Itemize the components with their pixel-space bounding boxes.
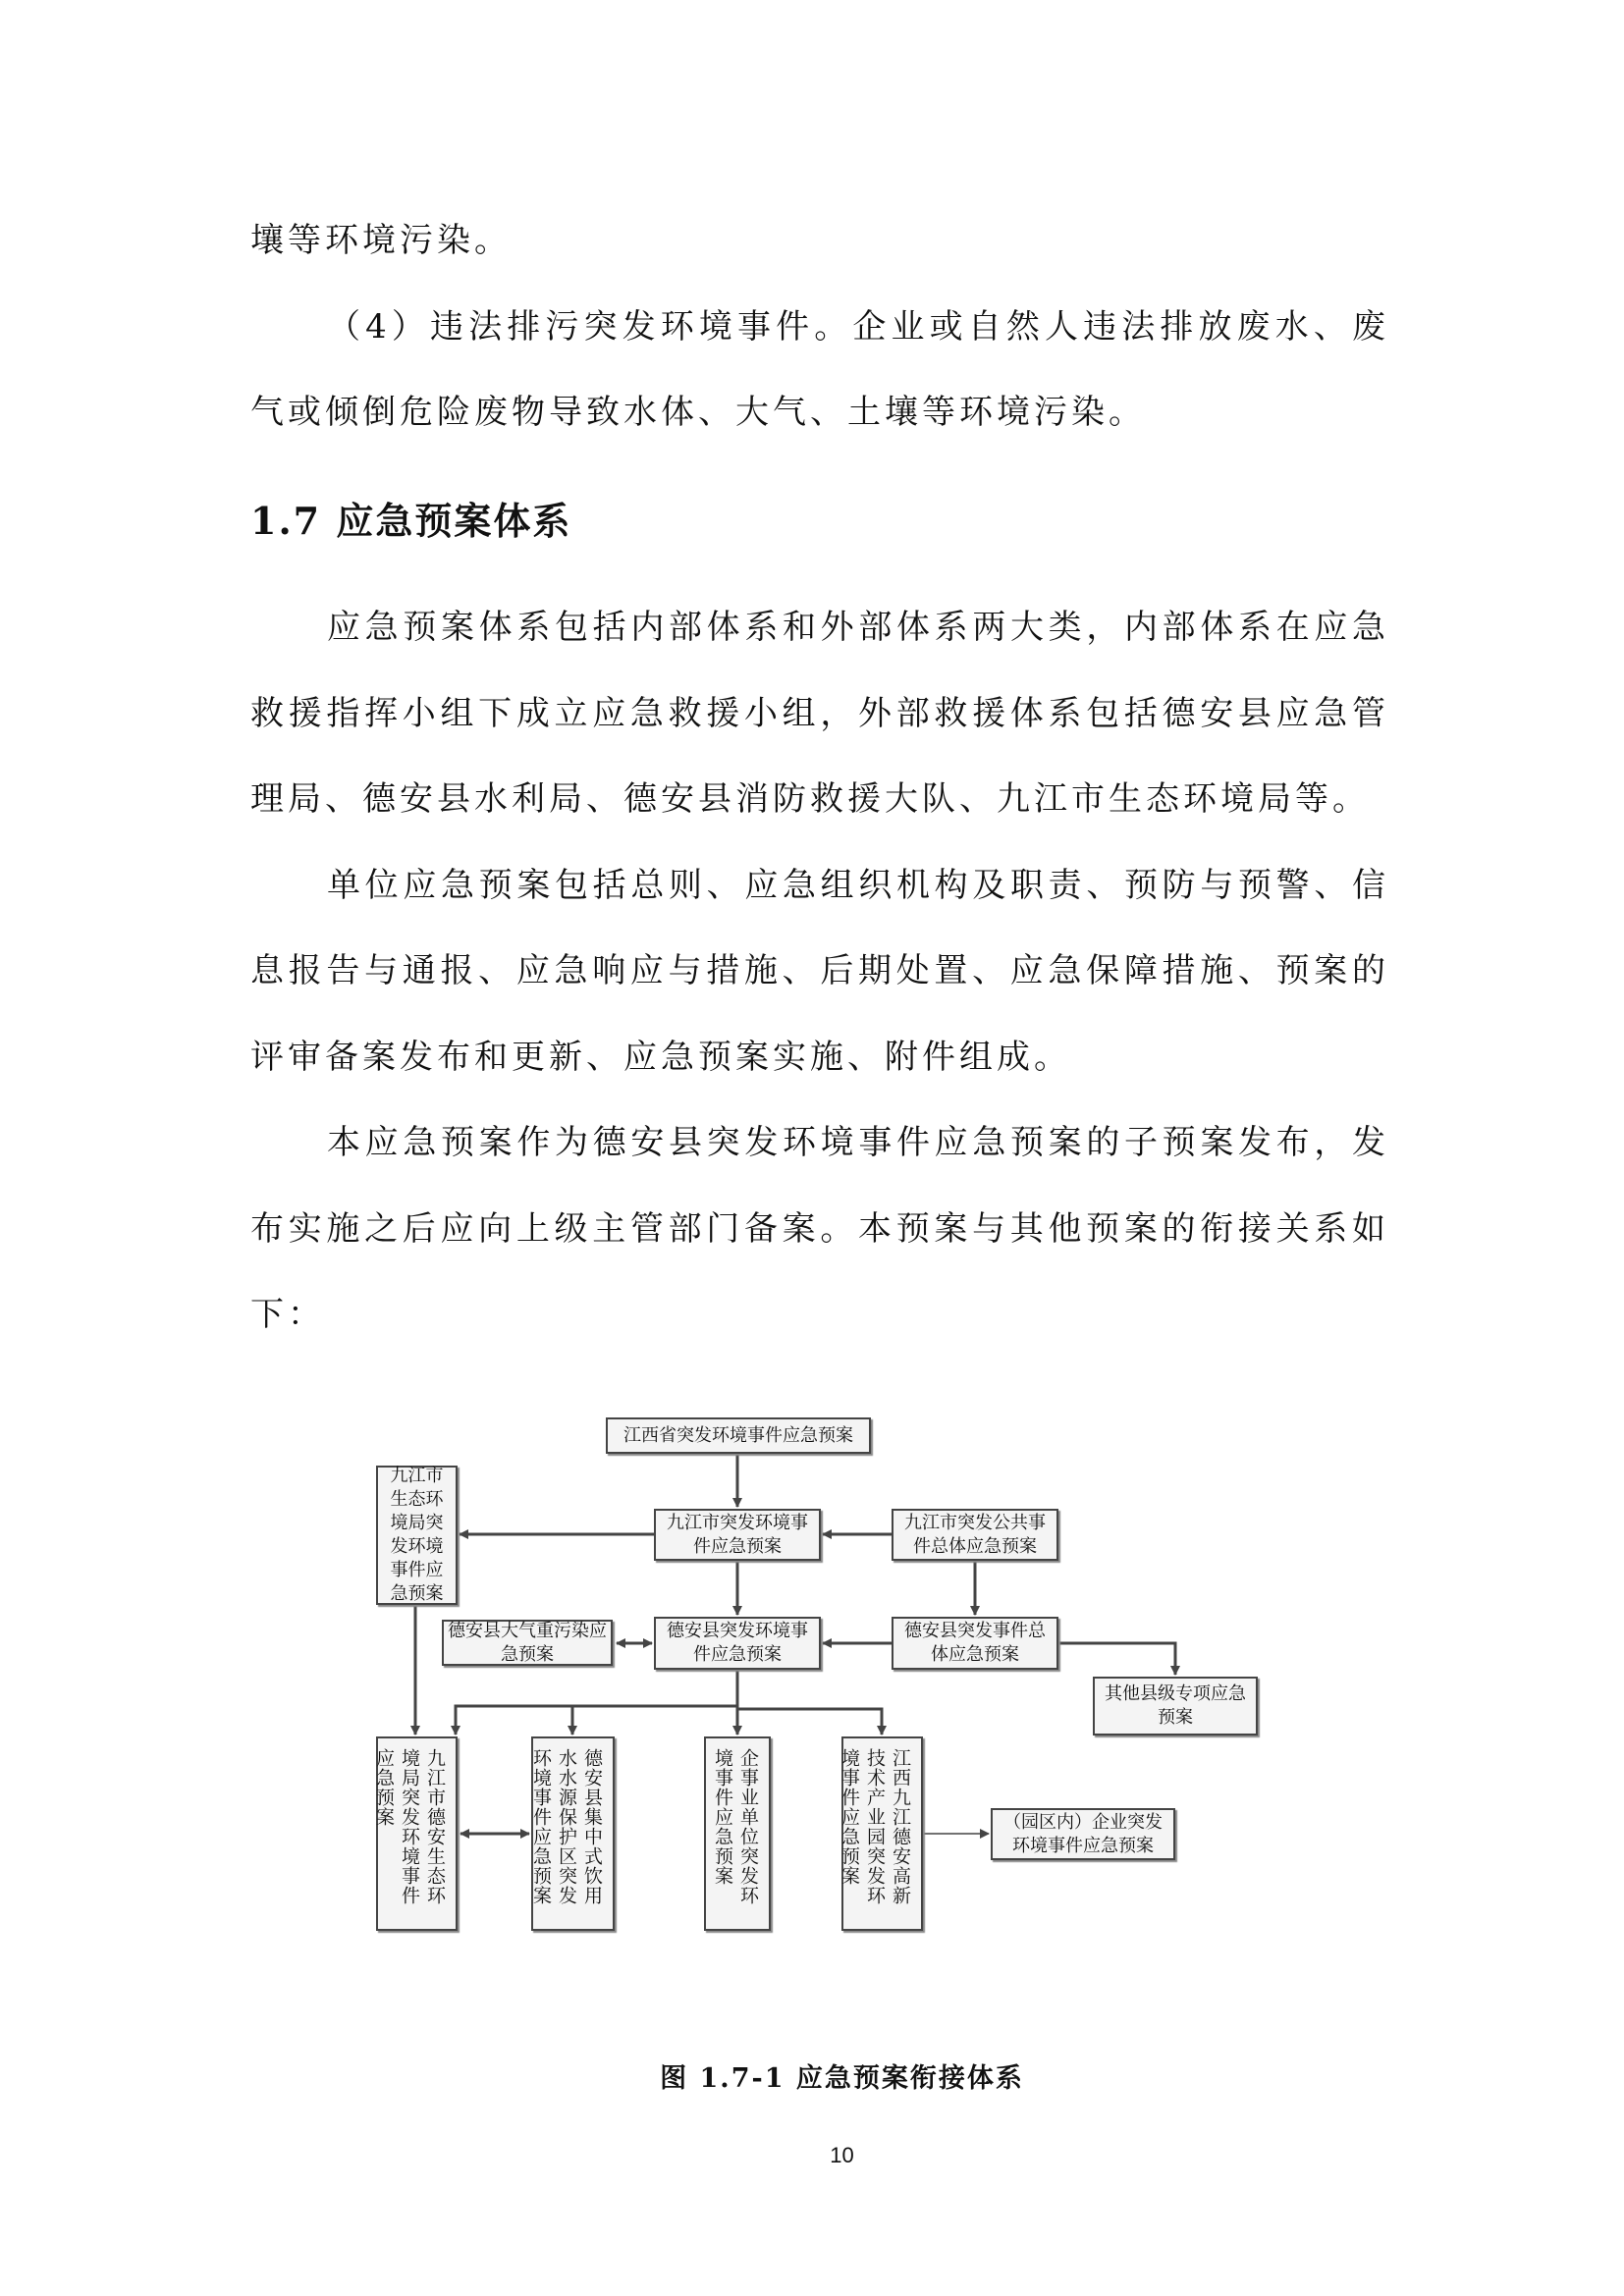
paragraph: 壤等环境污染。 xyxy=(250,221,512,260)
section-heading: 1.7 应急预案体系 xyxy=(250,499,572,543)
box-jiujiang-env-plan: 九江市突发环境事件应急预案 xyxy=(654,1509,821,1561)
arrow xyxy=(737,1709,882,1735)
box-dean-air-plan: 德安县大气重污染应急预案 xyxy=(442,1620,613,1666)
box-dean-general-plan: 德安县突发事件总体应急预案 xyxy=(892,1617,1058,1670)
paragraph: 应急预案体系包括内部体系和外部体系两大类，内部体系在应急救援指挥小组下成立应急救援小组，外部救援体系包括德安县应急管理局、德安县水利局、德安县消防救援大队、九江市生态环境局等。 xyxy=(250,608,1389,819)
box-other-county-plans: 其他县级专项应急预案 xyxy=(1093,1677,1258,1735)
page-number: 10 xyxy=(830,2143,854,2167)
paragraph: 本应急预案作为德安县突发环境事件应急预案的子预案发布，发布实施之后应向上级主管部门备案。本预案与其他预案的衔接关系如下： xyxy=(250,1123,1389,1334)
box-park-enterprise-plan: （园区内）企业突发环境事件应急预案 xyxy=(991,1808,1175,1860)
arrow xyxy=(1058,1643,1175,1675)
box-enterprise-plan: 企事业单位突发环境事件应急预案 xyxy=(704,1736,771,1931)
paragraph: （4）违法排污突发环境事件。企业或自然人违法排放废水、废气或倾倒危险废物导致水体、大气、土壤等环境污染。 xyxy=(250,306,1389,432)
paragraph: 单位应急预案包括总则、应急组织机构及职责、预防与预警、信息报告与通报、应急响应与措施、后期处置、应急保障措施、预案的评审备案发布和更新、应急预案实施、附件组成。 xyxy=(250,865,1389,1077)
box-province-plan: 江西省突发环境事件应急预案 xyxy=(606,1417,871,1454)
box-hightech-park-plan: 江西九江德安高新技术产业园突发环境事件应急预案 xyxy=(841,1736,923,1931)
box-water-source-plan: 德安县集中式饮用水水源保护区突发环境事件应急预案 xyxy=(531,1736,615,1931)
box-dean-env-plan: 德安县突发环境事件应急预案 xyxy=(654,1617,821,1670)
arrow xyxy=(456,1706,737,1735)
box-jiujiang-public-plan: 九江市突发公共事件总体应急预案 xyxy=(892,1509,1058,1561)
box-dean-eco-bureau-plan: 九江市德安生态环境局突发环境事件应急预案 xyxy=(376,1736,458,1931)
figure-caption: 图 1.7-1 应急预案衔接体系 xyxy=(660,2063,1024,2094)
box-jiujiang-eco-plan: 九江市生态环境局突发环境事件应急预案 xyxy=(376,1466,458,1605)
